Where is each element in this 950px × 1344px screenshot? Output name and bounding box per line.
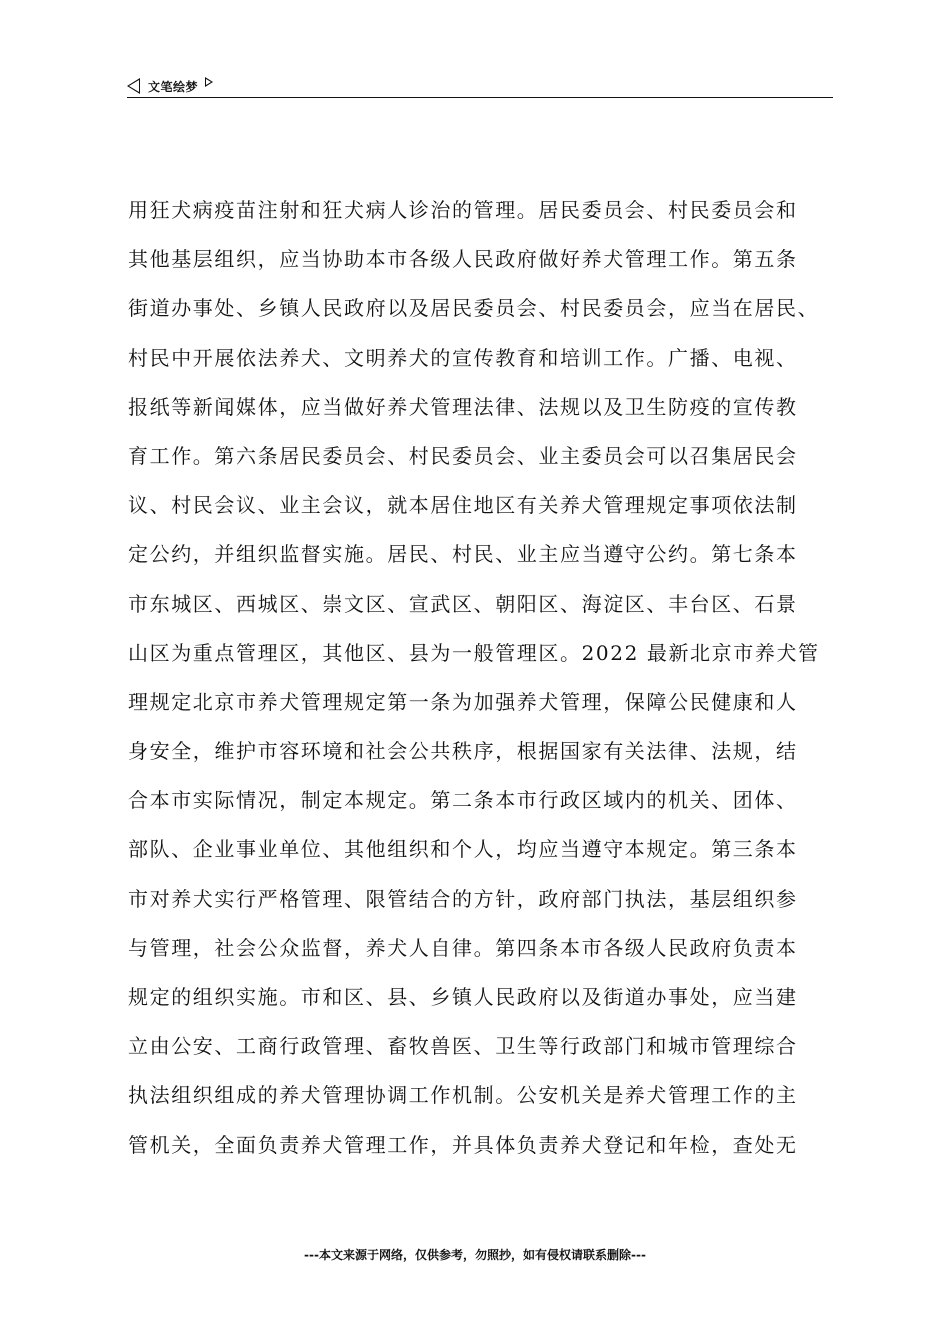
triangle-right-icon: [205, 77, 213, 87]
body-line: 用狂犬病疫苗注射和狂犬病人诊治的管理。居民委员会、村民委员会和: [128, 198, 798, 222]
body-line: 合本市实际情况，制定本规定。第二条本市行政区域内的机关、团体、: [128, 788, 798, 813]
body-line: 立由公安、工商行政管理、畜牧兽医、卫生等行政部门和城市管理综合: [128, 1034, 798, 1059]
body-line: 部队、企业事业单位、其他组织和个人，均应当遵守本规定。第三条本: [128, 837, 798, 862]
footer-disclaimer: ---本文来源于网络，仅供参考，勿照抄，如有侵权请联系删除---: [304, 1248, 646, 1262]
body-line: 执法组织组成的养犬管理协调工作机制。公安机关是养犬管理工作的主: [128, 1083, 798, 1108]
body-line: 议、村民会议、业主会议，就本居住地区有关养犬管理规定事项依法制: [128, 493, 798, 518]
document-body: [128, 186, 848, 1170]
body-line: 其他基层组织，应当协助本市各级人民政府做好养犬管理工作。第五条: [128, 247, 798, 272]
body-line: 身安全，维护市容环境和社会公共秩序，根据国家有关法律、法规，结: [128, 739, 798, 764]
body-line: 与管理，社会公众监督，养犬人自律。第四条本市各级人民政府负责本: [128, 935, 798, 960]
header-divider: [127, 97, 833, 98]
body-line: 定公约，并组织监督实施。居民、村民、业主应当遵守公约。第七条本: [128, 542, 798, 567]
body-line: 理规定北京市养犬管理规定第一条为加强养犬管理，保障公民健康和人: [128, 689, 798, 714]
body-line: 管机关，全面负责养犬管理工作，并具体负责养犬登记和年检，查处无: [128, 1132, 798, 1157]
body-line: 育工作。第六条居民委员会、村民委员会、业主委员会可以召集居民会: [128, 443, 798, 468]
triangle-left-icon: [127, 78, 140, 94]
body-line: 报纸等新闻媒体，应当做好养犬管理法律、法规以及卫生防疫的宣传教: [128, 394, 798, 419]
body-line: 规定的组织实施。市和区、县、乡镇人民政府以及街道办事处，应当建: [128, 985, 798, 1009]
body-line: 村民中开展依法养犬、文明养犬的宣传教育和培训工作。广播、电视、: [128, 345, 798, 370]
page-header: [127, 74, 833, 98]
brand-name: 文笔绘梦: [148, 79, 199, 94]
body-line: 街道办事处、乡镇人民政府以及居民委员会、村民委员会，应当在居民、: [128, 296, 820, 321]
body-line: 市东城区、西城区、崇文区、宣武区、朝阳区、海淀区、丰台区、石景: [128, 591, 798, 616]
body-line: 山区为重点管理区，其他区、县为一般管理区。2022 最新北京市养犬管: [128, 640, 820, 665]
body-line: 市对养犬实行严格管理、限管结合的方针，政府部门执法，基层组织参: [128, 886, 798, 911]
